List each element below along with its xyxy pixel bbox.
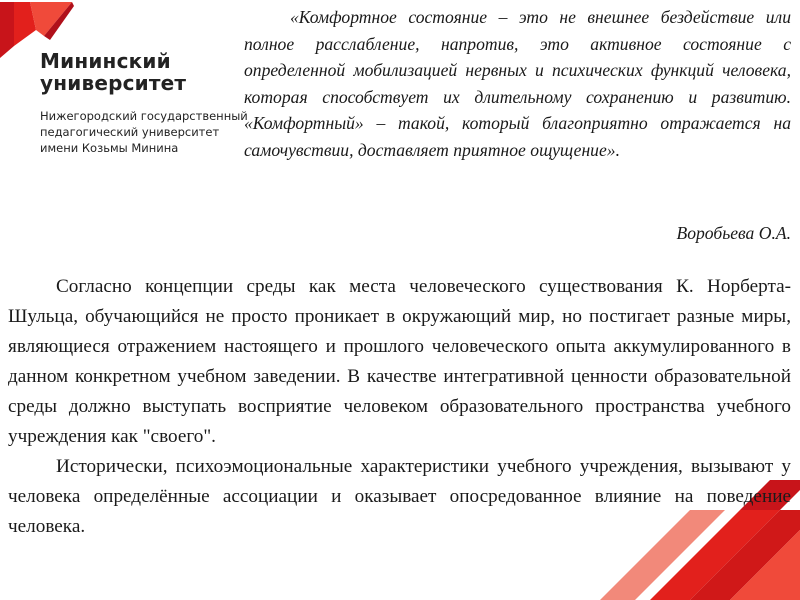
epigraph-quote — [244, 4, 791, 163]
body-text — [8, 272, 791, 542]
logo-title-line: Мининский — [40, 49, 171, 73]
quote-author: Воробьева О.А. — [676, 223, 791, 243]
logo-subtitle-line: педагогический университет — [40, 125, 220, 139]
logo-subtitle-line: имени Козьмы Минина — [40, 141, 179, 155]
body-paragraph: Согласно концепции среды как места человеческого существования К. Норберта-Шульца, обучающийся не просто проникает в окружающий мир, но постигает разные миры, являющиеся отражением настоящего и прошлого человеческого опыта аккумулированного в данном конкретном учебном заведении. В качестве интегративной ценности образовательной среды должно выступать восприятие человеком образовательного пространства учебного учреждения как "своего". — [8, 276, 791, 447]
logo-title-line: университет — [40, 71, 187, 95]
university-logo — [0, 0, 248, 160]
quote-text: «Комфортное состояние – это не внешнее бездействие или полное расслабление, напротив, это активное состояние с определенной мобилизацией нервных и психических функций человека, которая способствует их длительному сохранению и развитию. «Комфортный» – такой, который благоприятно отражается на самочувствии, доставляет приятное ощущение». — [244, 7, 791, 160]
logo-subtitle-line: Нижегородский государственный — [40, 109, 248, 123]
logo-subtitle — [40, 108, 248, 156]
body-paragraph: Исторически, психоэмоциональные характеристики учебного учреждения, вызывают у человека определённые ассоциации и оказывает опосредованное влияние на поведение человека. — [8, 456, 791, 537]
logo-title — [40, 50, 186, 94]
